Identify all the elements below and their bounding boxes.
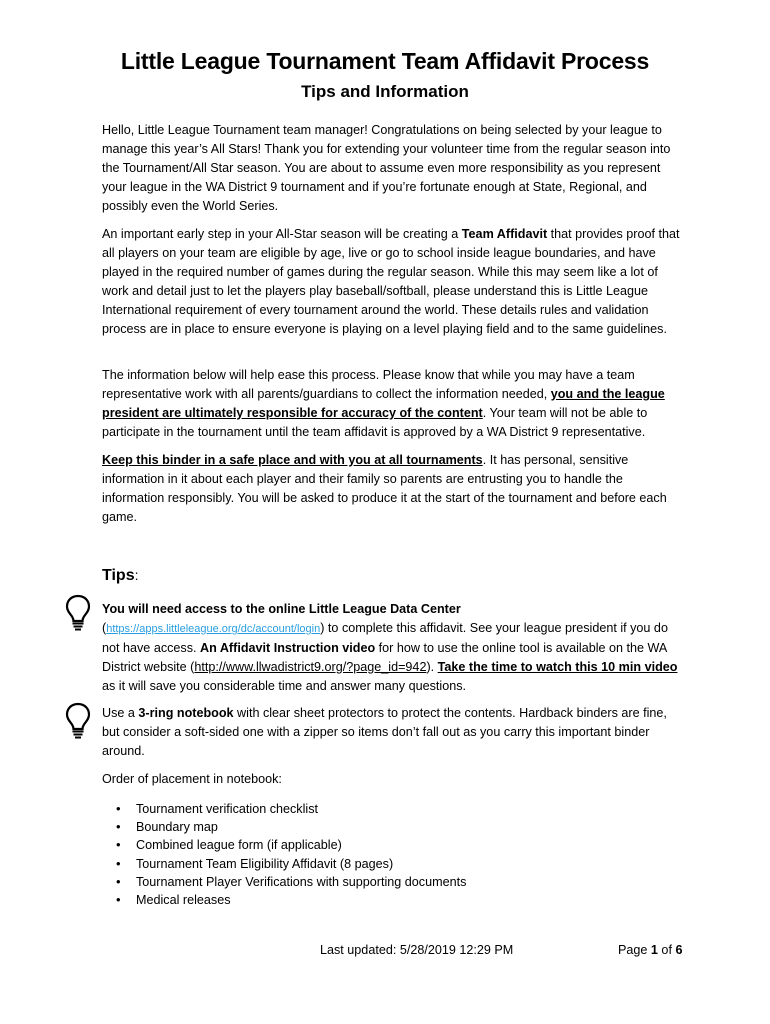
lightbulb-icon xyxy=(65,594,91,632)
intro-paragraph-4: Keep this binder in a safe place and with you at all tournaments. It has personal, sensitive information in it about each player and their family so parents are entrusting you to handle the information responsibly. You will be asked to produce it at the start of the tournament and before each game. xyxy=(102,453,667,524)
tips-heading: Tips: xyxy=(102,567,139,584)
list-item: • Tournament Team Eligibility Affidavit (8 pages) xyxy=(116,855,466,873)
intro-paragraph-2: An important early step in your All-Star season will be creating a Team Affidavit that provides proof that all players on your team are eligible by age, live or go to school inside league boundaries, and have played in the required number of games during the regular season. While this may seem like a lot of work and detail just to let the players play baseball/softball, please understand this is Little League International requirement of every tournament around the world. These details rules and validation process are in place to ensure everyone is playing on a level playing field and to the same guidelines. xyxy=(102,227,680,336)
order-list xyxy=(116,800,466,909)
list-item: • Tournament Player Verifications with supporting documents xyxy=(116,873,466,891)
binder-warning: Keep this binder in a safe place and with you at all tournaments xyxy=(102,453,483,467)
order-label: Order of placement in notebook: xyxy=(102,772,282,786)
list-item: • Combined league form (if applicable) xyxy=(116,836,466,854)
tip-2: Use a 3-ring notebook with clear sheet protectors to protect the contents. Hardback binders are fine, but consider a soft-sided one with a zipper so items don’t fall out as you carry this important binder around. xyxy=(102,706,667,758)
tip-1: You will need access to the online Little League Data Center (https://apps.littleleague.org/dc/account/login) to complete this affidavit. See your league president if you do not have access. An Affidavit Instruction video for how to use the online tool is available on the WA District website (http://www.llwadistrict9.org/?page_id=942). Take the time to watch this 10 min video as it will save you considerable time and answer many questions. xyxy=(102,602,678,693)
responsibility-statement: you and the league president are ultimately responsible for accuracy of the content xyxy=(102,387,665,420)
district-website-link[interactable]: http://www.llwadistrict9.org/?page_id=942 xyxy=(194,660,427,674)
watch-video-note: Take the time to watch this 10 min video xyxy=(437,660,678,674)
team-affidavit-term: Team Affidavit xyxy=(461,227,548,241)
list-item: • Tournament verification checklist xyxy=(116,800,466,818)
intro-paragraph-1: Hello, Little League Tournament team manager! Congratulations on being selected by your league to manage this year’s All Stars! Thank you for extending your volunteer time from the regular season into the Tournament/All Star season. You are about to assume even more responsibility as you represent your league in the WA District 9 tournament and if you’re fortunate enough at State, Regional, and possibly even the World Series. xyxy=(102,123,671,213)
list-item: • Medical releases xyxy=(116,891,466,909)
lightbulb-icon xyxy=(65,702,91,740)
page-title: Little League Tournament Team Affidavit Process xyxy=(120,48,650,74)
page-subtitle: Tips and Information xyxy=(301,82,469,101)
data-center-link[interactable]: https://apps.littleleague.org/dc/account/login xyxy=(106,623,321,635)
page-number: Page 1 of 6 xyxy=(618,943,683,957)
last-updated: Last updated: 5/28/2019 12:29 PM xyxy=(320,943,514,957)
list-item: • Boundary map xyxy=(116,818,466,836)
intro-paragraph-3: The information below will help ease this process. Please know that while you may have a team representative work with all parents/guardians to collect the information needed, you and the league president are ultimately responsible for accuracy of the content. Your team will not be able to participate in the tournament until the team affidavit is approved by a WA District 9 representative. xyxy=(102,368,665,439)
